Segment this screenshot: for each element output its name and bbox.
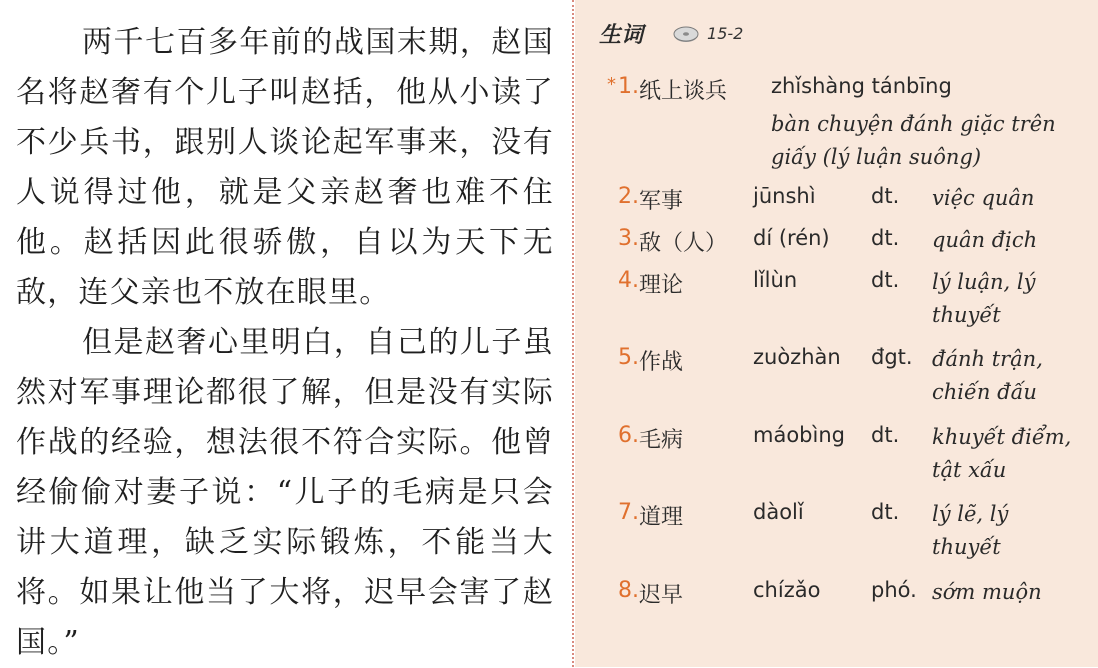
vocab-number: *1.: [607, 74, 639, 99]
vocab-pinyin: chízǎo: [753, 578, 821, 602]
audio-track-code: 15-2: [707, 23, 744, 43]
vocab-pos: dt.: [871, 268, 900, 292]
vocabulary-panel: [575, 0, 1098, 667]
vocab-number: 7.: [618, 500, 639, 525]
vocab-item: [575, 268, 1098, 340]
vocab-pinyin: jūnshì: [753, 184, 816, 208]
vocab-item: [575, 184, 1098, 224]
vocab-meaning: lý lẽ, lý thuyết: [932, 502, 1009, 559]
vocab-pos: dt.: [871, 226, 900, 250]
vocab-meaning: quân địch: [932, 228, 1038, 252]
vocab-pinyin: zuòzhàn: [753, 345, 841, 369]
vocab-number: 8.: [618, 578, 639, 603]
vocab-item: [575, 500, 1098, 572]
vocab-item: [575, 226, 1098, 266]
vocab-pinyin: dàolǐ: [753, 500, 804, 524]
vocab-pinyin: lǐlùn: [753, 268, 798, 292]
vocab-pinyin: zhǐshàng tánbīng: [771, 74, 952, 98]
story-paragraph-1: 两千七百多年前的战国末期，赵国名将赵奢有个儿子叫赵括，他从小读了不少兵书，跟别人谈论起军事来，没有人说得过他，就是父亲赵奢也难不住他。赵括因此很骄傲，自以为天下无敌，连父亲也不放在眼里。: [16, 25, 554, 310]
vocab-meaning: bàn chuyện đánh giặc trên giấy (lý luận suông): [771, 112, 1056, 169]
vocab-pos: đgt.: [871, 345, 913, 369]
vocab-meaning: việc quân: [932, 186, 1035, 210]
vocab-number: 5.: [618, 345, 639, 370]
vocab-word: 作战: [639, 350, 684, 375]
vocab-item: [575, 423, 1098, 495]
vocab-pos: dt.: [871, 500, 900, 524]
vocab-item: [575, 74, 1098, 174]
vocab-meaning: đánh trận, chiến đấu: [932, 347, 1043, 404]
vocab-word: 理论: [639, 273, 684, 298]
vocab-pos: dt.: [871, 423, 900, 447]
vocab-number: 4.: [618, 268, 639, 293]
vocab-number: 3.: [618, 226, 639, 251]
vocab-word: 道理: [639, 505, 684, 530]
vocab-word: 迟早: [639, 583, 684, 608]
vocab-meaning: sớm muộn: [932, 580, 1042, 604]
vocab-word: 敌（人）: [639, 231, 728, 256]
vocab-meaning: lý luận, lý thuyết: [932, 270, 1036, 327]
vocab-pinyin: dí (rén): [753, 226, 830, 250]
vocab-word: 纸上谈兵: [639, 79, 728, 104]
vocab-word: 军事: [639, 189, 684, 214]
vocab-pos: dt.: [871, 184, 900, 208]
vocab-number: 2.: [618, 184, 639, 209]
vocab-title: 生词: [599, 22, 644, 48]
audio-cd-icon[interactable]: [673, 23, 699, 43]
vocab-item: [575, 578, 1098, 618]
important-star: *: [607, 74, 616, 95]
vocab-pinyin: máobìng: [753, 423, 845, 447]
vocab-pos: phó.: [871, 578, 917, 602]
vocab-header: [599, 16, 743, 50]
vocab-number: 6.: [618, 423, 639, 448]
story-paragraph-2: 但是赵奢心里明白，自己的儿子虽然对军事理论都很了解，但是没有实际作战的经验，想法很不符合实际。他曾经偷偷对妻子说：“儿子的毛病是只会讲大道理，缺乏实际锻炼，不能当大将。如果让他当了大将，迟早会害了赵国。”: [16, 325, 554, 660]
vocab-word: 毛病: [639, 428, 684, 453]
column-divider: [572, 0, 574, 667]
vocab-meaning: khuyết điểm, tật xấu: [932, 425, 1072, 482]
vocab-item: [575, 345, 1098, 417]
